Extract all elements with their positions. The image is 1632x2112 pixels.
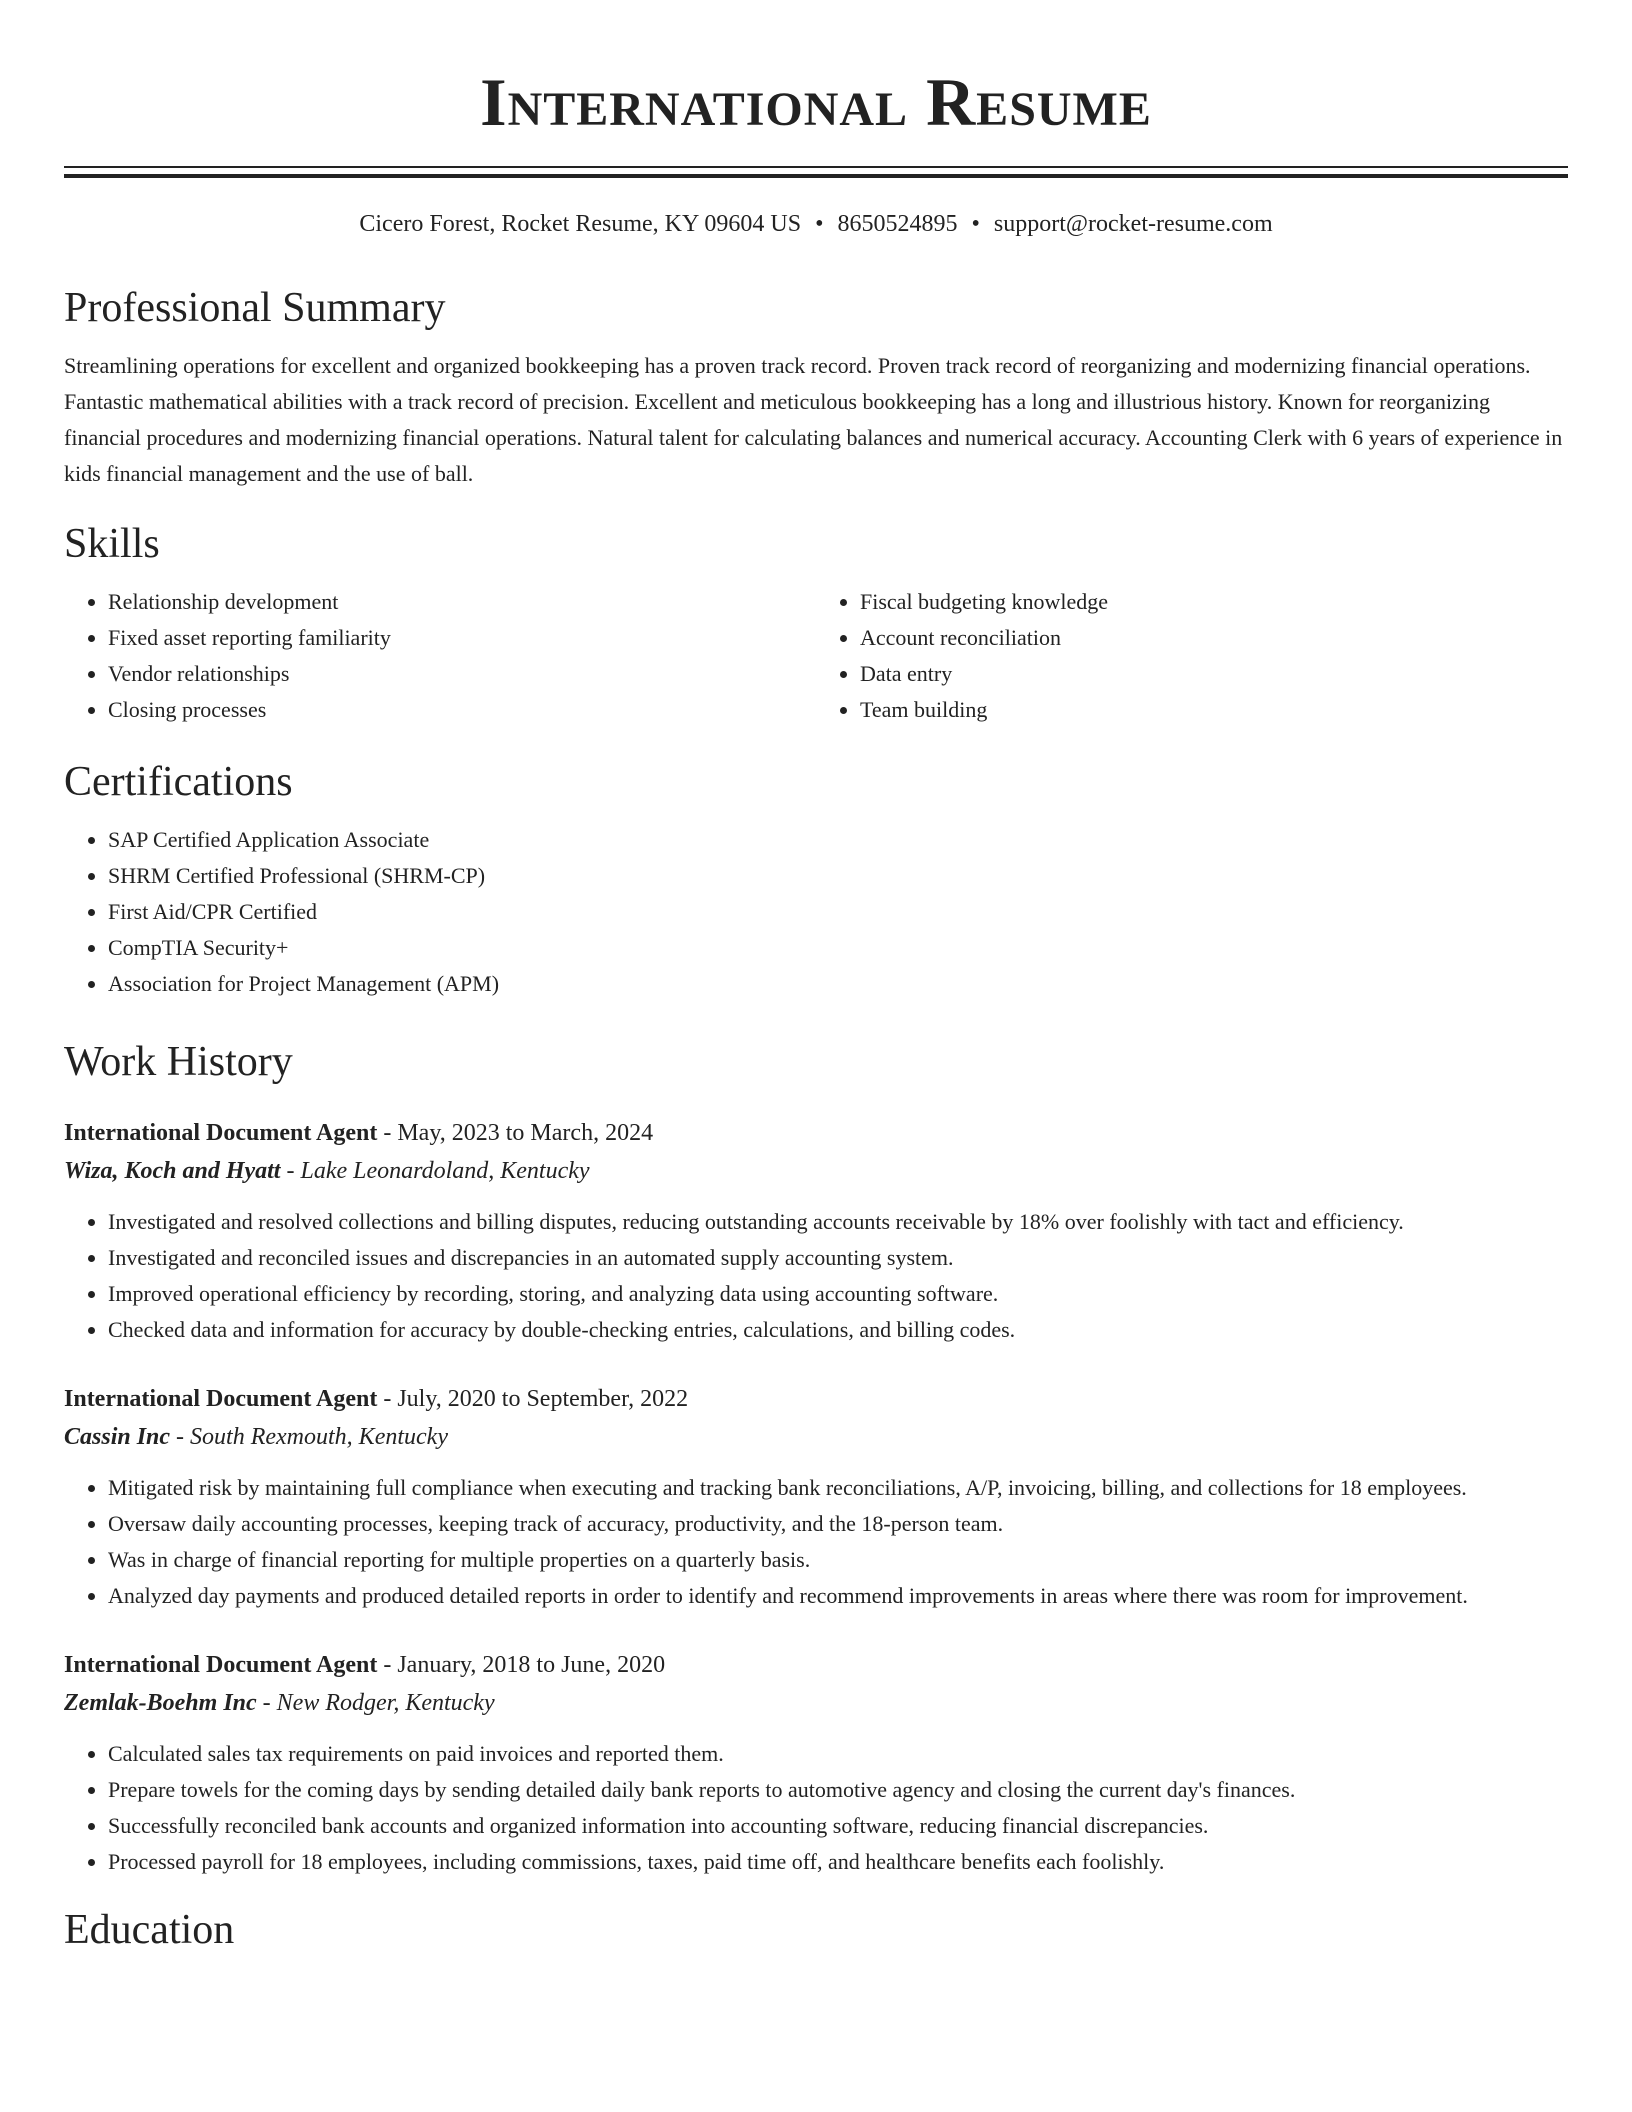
- job-title: International Document Agent: [64, 1120, 378, 1146]
- skills-heading: Skills: [64, 521, 160, 567]
- job-company: Cassin Inc: [64, 1424, 171, 1450]
- contact-separator: •: [815, 211, 824, 237]
- job-title-line: [64, 1380, 1568, 1418]
- job-entry: [64, 1114, 1568, 1348]
- contact-address: Cicero Forest, Rocket Resume, KY 09604 US: [359, 211, 802, 237]
- job-bullet: • Successfully reconciled bank accounts and organized information into accounting software, reducing financial discrepancies.: [108, 1808, 1568, 1844]
- job-bullet: • Analyzed day payments and produced detailed reports in order to identify and recommend improvements in areas where there was room for improvement.: [108, 1578, 1568, 1614]
- job-dash: -: [377, 1652, 398, 1678]
- job-title: International Document Agent: [64, 1652, 378, 1678]
- job-bullet: • Improved operational efficiency by recording, storing, and analyzing data using accounting software.: [108, 1276, 1568, 1312]
- contact-phone: 8650524895: [837, 211, 958, 237]
- certification-item: • CompTIA Security+: [108, 930, 1568, 966]
- title-divider-thin: [64, 166, 1568, 168]
- job-dates: July, 2020 to September, 2022: [397, 1386, 689, 1412]
- job-title-line: [64, 1646, 1568, 1684]
- resume-title: International Resume: [480, 64, 1152, 140]
- skill-item: • Vendor relationships: [108, 656, 816, 692]
- job-bullet: • Was in charge of financial reporting for multiple properties on a quarterly basis.: [108, 1542, 1568, 1578]
- title-divider-thick: [64, 174, 1568, 178]
- job-bullet: • Investigated and resolved collections and billing disputes, reducing outstanding accounts receivable by 18% over foolishly with tact and efficiency.: [108, 1204, 1568, 1240]
- skill-item: • Account reconciliation: [860, 620, 1568, 656]
- work-history-heading: Work History: [64, 1039, 293, 1085]
- skills-columns: [64, 584, 1568, 728]
- job-bullet: • Oversaw daily accounting processes, keeping track of accuracy, productivity, and the 18-person team.: [108, 1506, 1568, 1542]
- skills-list-right: [816, 584, 1568, 728]
- job-title: International Document Agent: [64, 1386, 378, 1412]
- job-dash: -: [280, 1158, 301, 1184]
- job-bullet: • Checked data and information for accuracy by double-checking entries, calculations, and billing codes.: [108, 1312, 1568, 1348]
- contact-email: support@rocket-resume.com: [993, 211, 1273, 237]
- job-dash: -: [377, 1386, 398, 1412]
- skills-list-left: [64, 584, 816, 728]
- job-company-line: [64, 1684, 1568, 1722]
- job-company: Wiza, Koch and Hyatt: [64, 1158, 281, 1184]
- certification-item: • Association for Project Management (APM): [108, 966, 1568, 1002]
- certification-item: • First Aid/CPR Certified: [108, 894, 1568, 930]
- contact-separator: •: [971, 211, 980, 237]
- job-bullet: • Calculated sales tax requirements on paid invoices and reported them.: [108, 1736, 1568, 1772]
- job-company-line: [64, 1418, 1568, 1456]
- job-location: New Rodger, Kentucky: [276, 1690, 495, 1716]
- summary-heading: Professional Summary: [64, 285, 446, 331]
- resume-page: [64, 0, 1568, 1958]
- job-bullet: • Prepare towels for the coming days by sending detailed daily bank reports to automotive agency and closing the current day's finances.: [108, 1772, 1568, 1808]
- contact-line: [64, 208, 1568, 240]
- job-dash: -: [170, 1424, 191, 1450]
- job-bullets: [64, 1204, 1568, 1348]
- skill-item: • Data entry: [860, 656, 1568, 692]
- certifications-heading: Certifications: [64, 759, 293, 805]
- skill-item: • Team building: [860, 692, 1568, 728]
- job-bullets: [64, 1470, 1568, 1614]
- job-entry: [64, 1380, 1568, 1614]
- skill-item: • Relationship development: [108, 584, 816, 620]
- job-entry: [64, 1646, 1568, 1880]
- certifications-list: [64, 822, 1568, 1002]
- certification-item: • SAP Certified Application Associate: [108, 822, 1568, 858]
- skill-item: • Closing processes: [108, 692, 816, 728]
- job-dash: -: [377, 1120, 398, 1146]
- job-location: South Rexmouth, Kentucky: [190, 1424, 448, 1450]
- job-bullet: • Investigated and reconciled issues and discrepancies in an automated supply accounting system.: [108, 1240, 1568, 1276]
- job-bullet: • Mitigated risk by maintaining full compliance when executing and tracking bank reconciliations, A/P, invoicing, billing, and collections for 18 employees.: [108, 1470, 1568, 1506]
- certification-item: • SHRM Certified Professional (SHRM-CP): [108, 858, 1568, 894]
- job-dash: -: [256, 1690, 277, 1716]
- job-title-line: [64, 1114, 1568, 1152]
- job-bullets: [64, 1736, 1568, 1880]
- job-company-line: [64, 1152, 1568, 1190]
- job-dates: January, 2018 to June, 2020: [397, 1652, 666, 1678]
- job-location: Lake Leonardoland, Kentucky: [300, 1158, 590, 1184]
- skill-item: • Fiscal budgeting knowledge: [860, 584, 1568, 620]
- skill-item: • Fixed asset reporting familiarity: [108, 620, 816, 656]
- education-heading: Education: [64, 1907, 235, 1953]
- summary-text: Streamlining operations for excellent and organized bookkeeping has a proven track record. Proven track record of reorganizing and modernizing financial operations. Fantastic mathematical abilities with a track record of precision. Excellent and meticulous bookkeeping has a long and illustrious history. Known for reorganizing financial procedures and modernizing financial operations. Natural talent for calculating balances and numerical accuracy. Accounting Clerk with 6 years of experience in kids financial management and the use of ball.: [64, 353, 1563, 486]
- job-company: Zemlak-Boehm Inc: [64, 1690, 257, 1716]
- job-dates: May, 2023 to March, 2024: [397, 1120, 654, 1146]
- job-bullet: • Processed payroll for 18 employees, including commissions, taxes, paid time off, and healthcare benefits each foolishly.: [108, 1844, 1568, 1880]
